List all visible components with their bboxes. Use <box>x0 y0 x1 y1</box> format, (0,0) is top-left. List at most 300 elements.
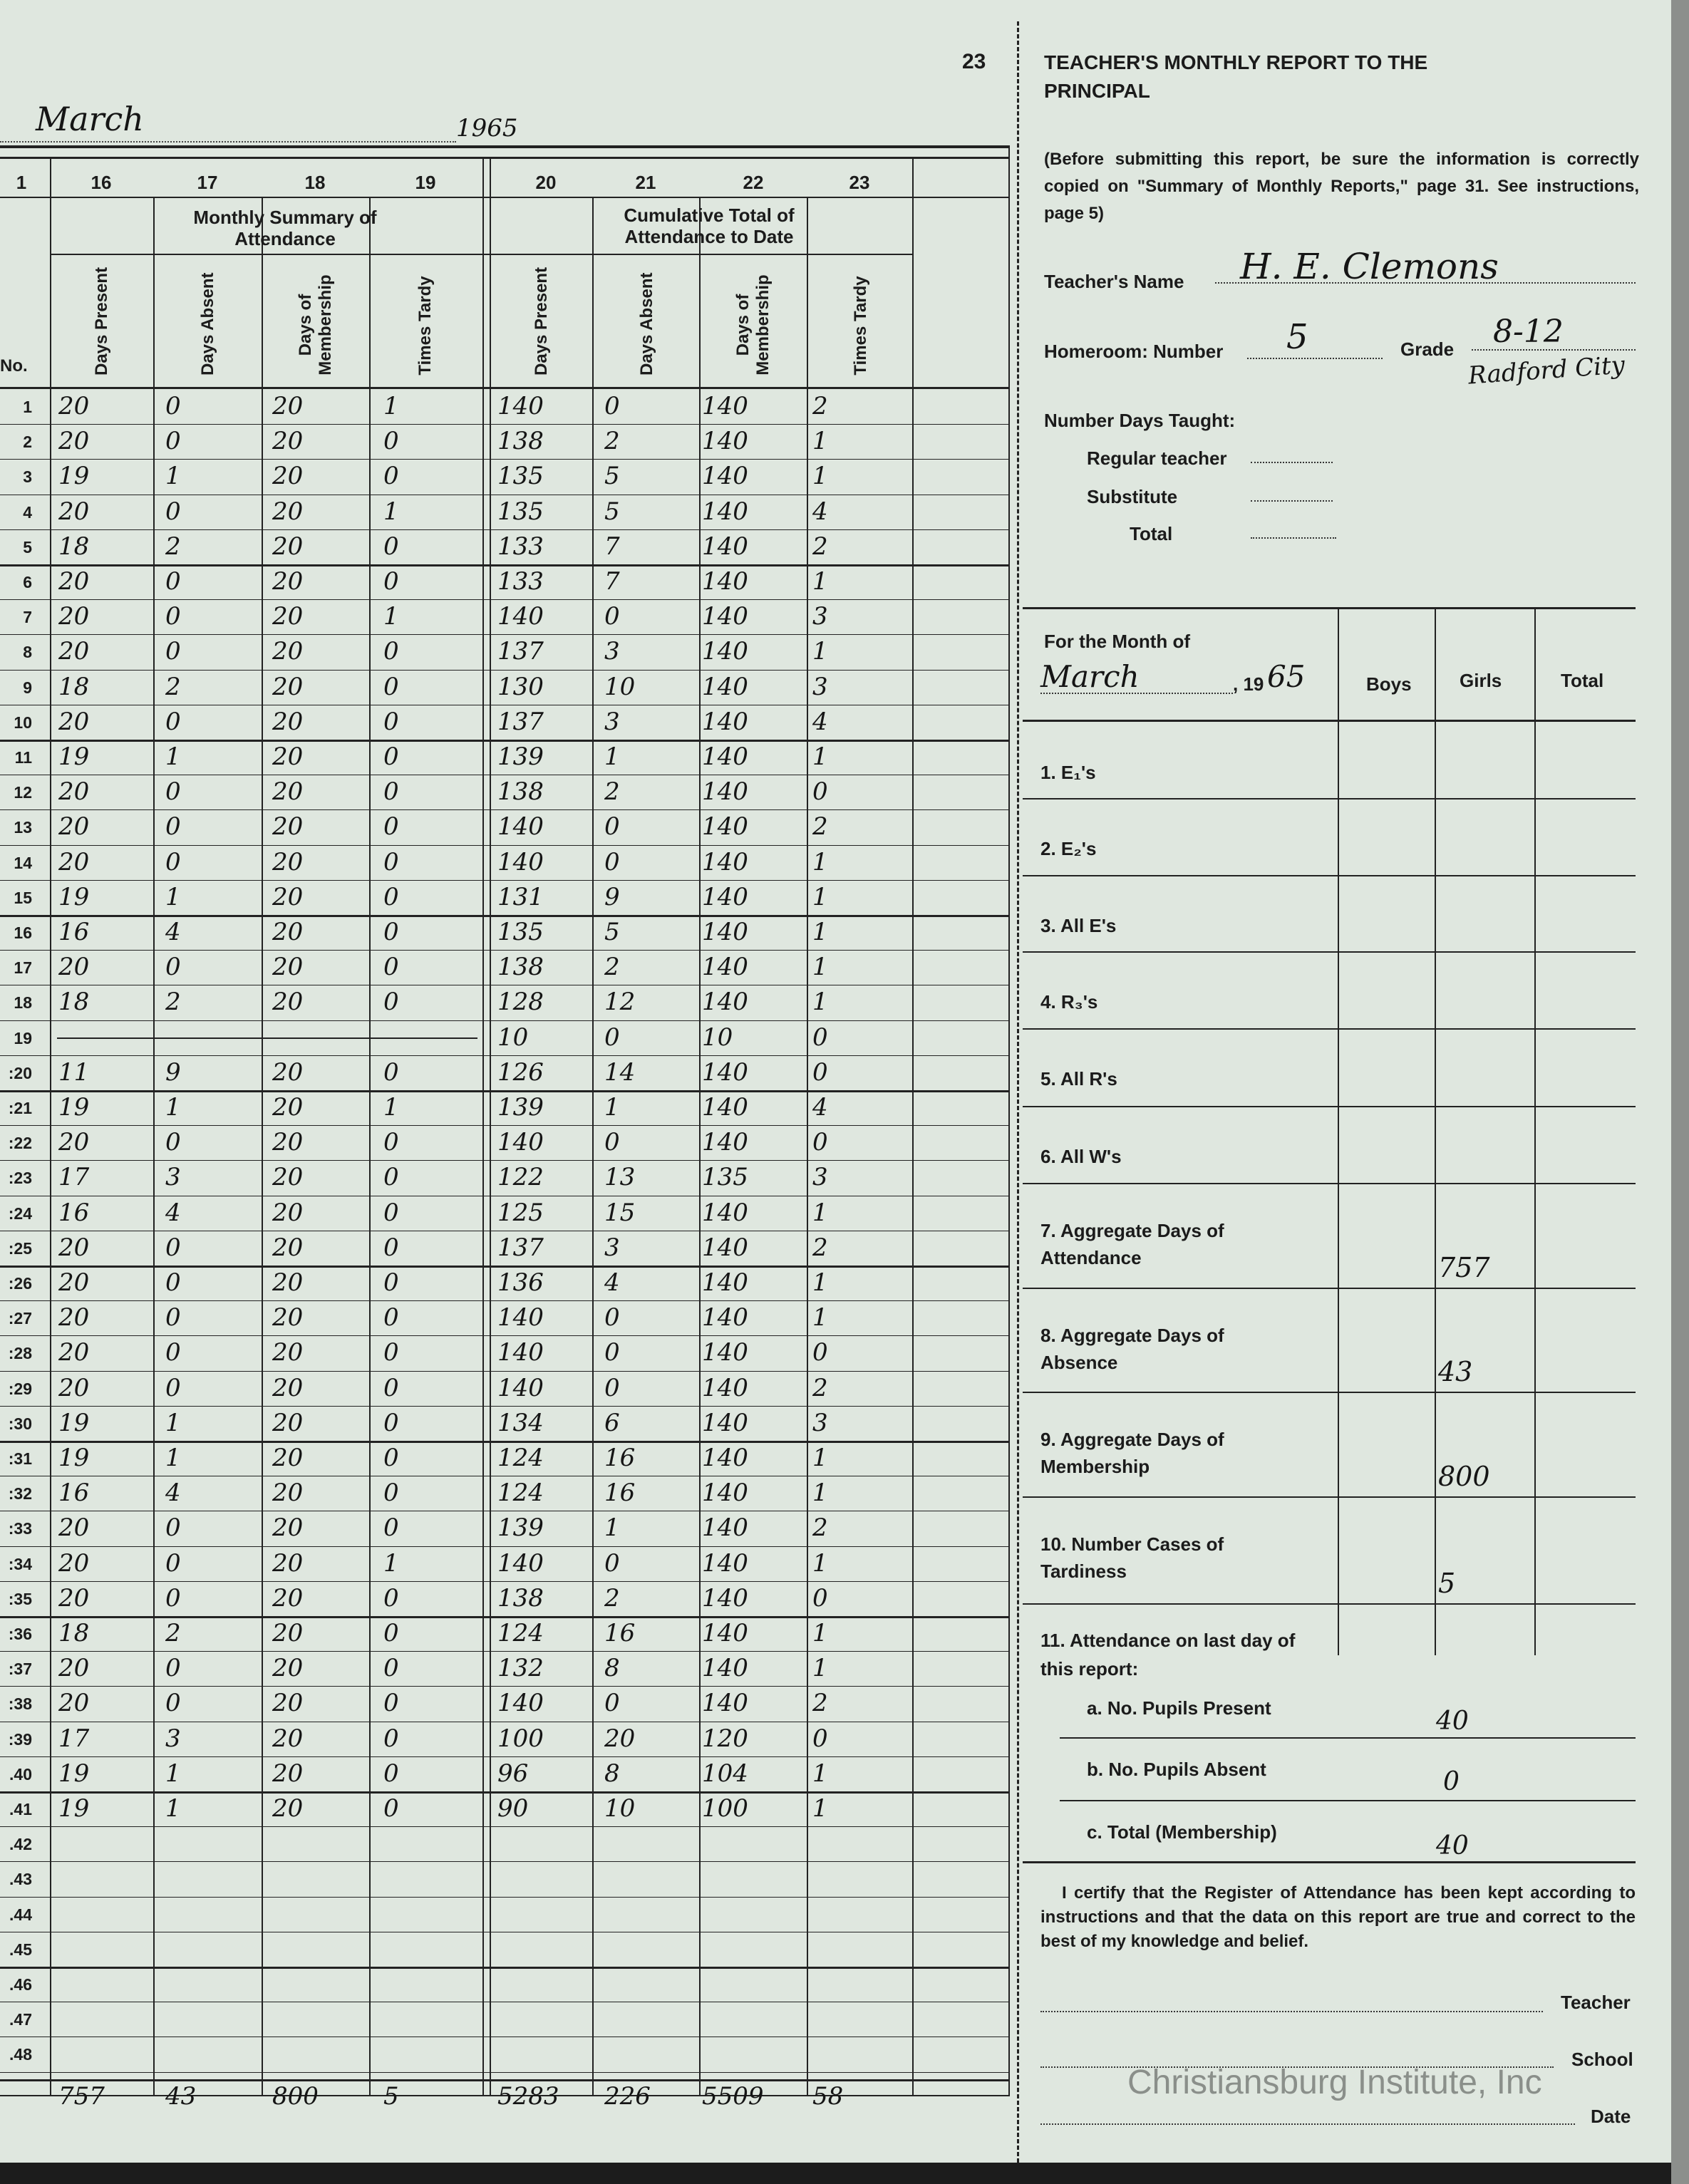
attendance-cell: 10 <box>702 1023 733 1052</box>
attendance-cell: 2 <box>165 673 181 701</box>
attendance-cell: 0 <box>165 1654 181 1682</box>
attendance-cell: 17 <box>58 1163 90 1191</box>
row-number: .42 <box>9 1835 32 1853</box>
report-item-divider <box>1023 1106 1636 1107</box>
attendance-cell: 1 <box>165 1093 181 1122</box>
row-divider <box>0 1967 1008 1969</box>
header-year: 1965 <box>456 114 518 143</box>
attendance-cell: 2 <box>165 532 181 561</box>
row-number: :35 <box>8 1590 32 1608</box>
row-number: :32 <box>8 1484 32 1503</box>
row-number: :24 <box>8 1204 32 1223</box>
attendance-cell: 1 <box>812 918 828 946</box>
attendance-cell: 20 <box>58 1303 90 1332</box>
row-divider <box>0 1546 1008 1547</box>
attendance-cell: 0 <box>604 1128 620 1156</box>
attendance-cell: 0 <box>165 777 181 806</box>
row-number: 1 <box>23 398 32 416</box>
row-divider <box>0 1791 1008 1794</box>
sig-school-label: School <box>1571 2049 1633 2070</box>
item11a-label: a. No. Pupils Present <box>1087 1697 1271 1719</box>
perforation-line <box>1017 21 1019 2163</box>
item11b-value: 0 <box>1443 1767 1460 1796</box>
attendance-cell: 0 <box>383 742 399 771</box>
row-number: 18 <box>14 993 32 1012</box>
attendance-cell: 20 <box>272 427 304 455</box>
report-item-girls-value: 757 <box>1438 1252 1490 1283</box>
attendance-cell: 10 <box>604 1794 636 1823</box>
attendance-cell: 0 <box>383 1233 399 1262</box>
row-number: :22 <box>8 1134 32 1152</box>
attendance-cell: 20 <box>272 1163 304 1191</box>
attendance-cell: 140 <box>702 883 748 911</box>
group-cumulative-total: Cumulative Total of Attendance to Date <box>624 205 795 247</box>
report-item-label: 7. Aggregate Days of Attendance <box>1040 1220 1224 1268</box>
attendance-cell: 20 <box>272 1233 304 1262</box>
row-divider <box>0 1160 1008 1161</box>
attendance-cell: 122 <box>497 1163 544 1191</box>
col-num-23: 23 <box>849 172 870 193</box>
row-number: .43 <box>9 1870 32 1888</box>
attendance-cell: 0 <box>165 1513 181 1542</box>
attendance-cell: 140 <box>702 1374 748 1402</box>
attendance-cell: 140 <box>497 1689 544 1717</box>
attendance-cell: 3 <box>812 602 828 631</box>
teacher-name-value: H. E. Clemons <box>1240 246 1499 287</box>
attendance-cell: 1 <box>812 462 828 490</box>
attendance-cell: 13 <box>604 1163 636 1191</box>
attendance-cell: 20 <box>272 1128 304 1156</box>
row-divider <box>0 1055 1008 1056</box>
attendance-cell: 140 <box>702 1654 748 1682</box>
attendance-cell: 0 <box>383 1689 399 1717</box>
total-cell: 43 <box>165 2082 197 2111</box>
attendance-cell: 140 <box>497 1549 544 1578</box>
attendance-cell: 20 <box>58 392 90 420</box>
attendance-cell: 0 <box>383 1479 399 1507</box>
attendance-cell: 140 <box>702 1444 748 1472</box>
attendance-cell: 138 <box>497 777 544 806</box>
attendance-cell: 0 <box>812 1338 828 1367</box>
report-title: TEACHER'S MONTHLY REPORT TO THE PRINCIPAL <box>1044 51 1428 102</box>
attendance-cell: 124 <box>497 1619 544 1647</box>
attendance-cell: 135 <box>497 462 544 490</box>
attendance-cell: 20 <box>272 532 304 561</box>
attendance-cell: 1 <box>383 1549 399 1578</box>
attendance-cell: 140 <box>702 673 748 701</box>
attendance-cell: 8 <box>604 1654 620 1682</box>
attendance-cell: 1 <box>383 602 399 631</box>
attendance-cell: 16 <box>58 918 90 946</box>
attendance-cell: 1 <box>812 1549 828 1578</box>
report-item-divider <box>1023 1183 1636 1184</box>
attendance-cell: 4 <box>165 1199 181 1227</box>
attendance-cell: 2 <box>604 777 620 806</box>
attendance-cell: 20 <box>58 1233 90 1262</box>
attendance-cell: 5 <box>604 497 620 526</box>
row-number: 6 <box>23 573 32 591</box>
for-month-label: For the Month of <box>1044 631 1191 652</box>
row-divider <box>0 1581 1008 1582</box>
attendance-cell: 20 <box>58 427 90 455</box>
attendance-cell: 20 <box>272 812 304 841</box>
attendance-cell: 20 <box>272 1303 304 1332</box>
row-divider <box>0 880 1008 881</box>
attendance-cell: 20 <box>58 497 90 526</box>
total-cell: 5 <box>383 2082 399 2111</box>
attendance-cell: 100 <box>497 1724 544 1753</box>
attendance-cell: 140 <box>702 1549 748 1578</box>
attendance-cell: 18 <box>58 673 90 701</box>
attendance-cell: 1 <box>165 1409 181 1437</box>
row-divider <box>0 634 1008 635</box>
attendance-cell: 139 <box>497 1513 544 1542</box>
row-number: 16 <box>14 923 32 942</box>
attendance-cell: 0 <box>165 1128 181 1156</box>
attendance-cell: 1 <box>383 392 399 420</box>
attendance-cell: 3 <box>812 1409 828 1437</box>
attendance-cell: 0 <box>604 1338 620 1367</box>
attendance-cell: 0 <box>383 637 399 666</box>
school-handwritten: Radford City <box>1467 351 1626 390</box>
row-number: :21 <box>8 1099 32 1117</box>
attendance-cell: 140 <box>702 1619 748 1647</box>
attendance-cell: 1 <box>812 742 828 771</box>
attendance-cell: 140 <box>702 462 748 490</box>
attendance-cell: 2 <box>812 1689 828 1717</box>
attendance-cell: 0 <box>383 953 399 981</box>
attendance-cell: 136 <box>497 1268 544 1297</box>
attendance-cell: 140 <box>497 1303 544 1332</box>
attendance-cell: 0 <box>383 1584 399 1613</box>
attendance-cell: 140 <box>497 1374 544 1402</box>
watermark: Christiansburg Institute, Inc <box>1127 2064 1542 2101</box>
attendance-cell: 0 <box>812 1724 828 1753</box>
attendance-cell: 20 <box>58 1549 90 1578</box>
attendance-cell: 137 <box>497 637 544 666</box>
sub-days-membership: Days of Membership <box>296 274 335 376</box>
row-number: :27 <box>8 1309 32 1328</box>
regular-teacher-label: Regular teacher <box>1087 447 1227 469</box>
attendance-cell: 10 <box>604 673 636 701</box>
attendance-cell: 140 <box>702 708 748 736</box>
attendance-cell: 5 <box>604 918 620 946</box>
row-divider <box>0 670 1008 671</box>
row-divider <box>0 915 1008 917</box>
row-number: :23 <box>8 1169 32 1187</box>
attendance-cell: 3 <box>165 1724 181 1753</box>
homeroom-label: Homeroom: Number <box>1044 341 1224 362</box>
row-number: 5 <box>23 538 32 557</box>
attendance-cell: 20 <box>272 392 304 420</box>
item11c-label: c. Total (Membership) <box>1087 1821 1277 1843</box>
sub-times-tardy: Times Tardy <box>415 276 435 376</box>
attendance-cell: 0 <box>383 883 399 911</box>
attendance-cell: 1 <box>812 1199 828 1227</box>
attendance-cell: 19 <box>58 742 90 771</box>
row-number: :37 <box>8 1660 32 1678</box>
report-item-girls-value: 43 <box>1438 1356 1473 1387</box>
attendance-cell: 0 <box>383 1163 399 1191</box>
attendance-cell: 140 <box>702 1303 748 1332</box>
row-number: :28 <box>8 1344 32 1362</box>
attendance-cell: 2 <box>812 1513 828 1542</box>
attendance-cell: 1 <box>812 1303 828 1332</box>
report-year-value: 65 <box>1267 659 1306 694</box>
attendance-cell: 9 <box>604 883 620 911</box>
attendance-cell: 1 <box>812 637 828 666</box>
row-divider <box>0 1756 1008 1757</box>
attendance-cell: 2 <box>812 812 828 841</box>
sig-date-label: Date <box>1591 2106 1631 2127</box>
attendance-cell: 7 <box>604 532 620 561</box>
attendance-cell: 0 <box>165 1268 181 1297</box>
attendance-cell: 1 <box>812 883 828 911</box>
row-number: :39 <box>8 1730 32 1749</box>
attendance-cell: 2 <box>604 953 620 981</box>
attendance-cell: 0 <box>383 1374 399 1402</box>
attendance-cell: 0 <box>383 1724 399 1753</box>
attendance-cell: 125 <box>497 1199 544 1227</box>
attendance-cell: 0 <box>812 1584 828 1613</box>
row-divider <box>0 2072 1008 2073</box>
attendance-cell: 3 <box>604 637 620 666</box>
attendance-cell: 138 <box>497 1584 544 1613</box>
total-cell: 5283 <box>497 2082 559 2111</box>
attendance-cell: 18 <box>58 1619 90 1647</box>
report-item-divider <box>1023 1288 1636 1289</box>
report-note: (Before submitting this report, be sure the information is correctly copied on "Summary of Monthly Reports," page 31. See instructions, page 5) <box>1044 150 1639 223</box>
attendance-cell: 20 <box>272 742 304 771</box>
attendance-cell: 1 <box>812 567 828 596</box>
attendance-cell: 20 <box>58 1268 90 1297</box>
attendance-cell: 20 <box>272 848 304 876</box>
attendance-cell: 16 <box>604 1479 636 1507</box>
attendance-cell: 20 <box>272 988 304 1016</box>
attendance-cell: 20 <box>272 1619 304 1647</box>
attendance-cell: 0 <box>165 1233 181 1262</box>
attendance-cell: 135 <box>497 918 544 946</box>
attendance-cell: 140 <box>702 988 748 1016</box>
item11c-value: 40 <box>1436 1831 1469 1860</box>
attendance-cell: 3 <box>604 1233 620 1262</box>
attendance-cell: 1 <box>812 848 828 876</box>
attendance-cell: 20 <box>272 1409 304 1437</box>
attendance-cell: 140 <box>497 1338 544 1367</box>
attendance-cell: 1 <box>383 1093 399 1122</box>
report-item-divider <box>1023 1603 1636 1605</box>
col-boys: Boys <box>1366 673 1412 695</box>
attendance-cell: 20 <box>272 708 304 736</box>
row-19-strike <box>57 1037 477 1039</box>
attendance-cell: 1 <box>604 1093 620 1122</box>
attendance-cell: 10 <box>497 1023 529 1052</box>
row-divider <box>0 845 1008 846</box>
grade-label: Grade <box>1400 338 1455 360</box>
attendance-cell: 20 <box>272 953 304 981</box>
row-divider <box>0 1441 1008 1443</box>
row-divider <box>0 1651 1008 1652</box>
attendance-cell: 1 <box>812 1759 828 1788</box>
attendance-cell: 0 <box>604 392 620 420</box>
attendance-cell: 0 <box>812 1128 828 1156</box>
attendance-cell: 17 <box>58 1724 90 1753</box>
attendance-cell: 0 <box>383 1794 399 1823</box>
row-number: :29 <box>8 1380 32 1398</box>
attendance-cell: 19 <box>58 1759 90 1788</box>
attendance-cell: 135 <box>497 497 544 526</box>
total-cell: 58 <box>812 2082 844 2111</box>
report-item-label: 4. R₃'s <box>1040 991 1098 1013</box>
attendance-cell: 0 <box>383 777 399 806</box>
row-divider <box>0 564 1008 566</box>
attendance-cell: 3 <box>165 1163 181 1191</box>
report-month-value: March <box>1040 659 1140 694</box>
attendance-cell: 0 <box>812 1023 828 1052</box>
attendance-cell: 1 <box>165 883 181 911</box>
attendance-cell: 20 <box>272 637 304 666</box>
attendance-cell: 2 <box>812 532 828 561</box>
attendance-cell: 0 <box>383 988 399 1016</box>
report-item-divider <box>1023 1028 1636 1030</box>
attendance-cell: 0 <box>383 1513 399 1542</box>
attendance-cell: 140 <box>702 1409 748 1437</box>
attendance-cell: 20 <box>272 1444 304 1472</box>
attendance-cell: 132 <box>497 1654 544 1682</box>
attendance-cell: 16 <box>58 1479 90 1507</box>
attendance-cell: 140 <box>702 1689 748 1717</box>
attendance-cell: 0 <box>383 567 399 596</box>
row-divider <box>0 1125 1008 1126</box>
attendance-cell: 134 <box>497 1409 544 1437</box>
attendance-cell: 0 <box>812 1058 828 1087</box>
row-number: 12 <box>14 783 32 802</box>
attendance-cell: 0 <box>383 532 399 561</box>
attendance-cell: 18 <box>58 532 90 561</box>
row-divider <box>0 1826 1008 1827</box>
group-monthly-summary: Monthly Summary of Attendance <box>193 207 377 249</box>
col-num-17: 17 <box>197 172 218 193</box>
attendance-cell: 20 <box>272 777 304 806</box>
attendance-cell: 124 <box>497 1444 544 1472</box>
attendance-cell: 0 <box>383 1199 399 1227</box>
attendance-cell: 0 <box>165 708 181 736</box>
attendance-cell: 140 <box>702 497 748 526</box>
attendance-cell: 16 <box>58 1199 90 1227</box>
attendance-cell: 133 <box>497 567 544 596</box>
attendance-cell: 20 <box>58 1338 90 1367</box>
attendance-cell: 0 <box>383 848 399 876</box>
attendance-cell: 1 <box>812 953 828 981</box>
attendance-cell: 100 <box>702 1794 748 1823</box>
row-divider <box>0 529 1008 530</box>
col-girls: Girls <box>1460 670 1502 691</box>
attendance-cell: 0 <box>165 848 181 876</box>
attendance-cell: 0 <box>165 1549 181 1578</box>
attendance-cell: 0 <box>383 1619 399 1647</box>
sub-cum-times-tardy: Times Tardy <box>851 276 870 376</box>
attendance-cell: 0 <box>604 1023 620 1052</box>
attendance-cell: 7 <box>604 567 620 596</box>
attendance-cell: 20 <box>58 848 90 876</box>
attendance-cell: 19 <box>58 1093 90 1122</box>
attendance-cell: 20 <box>272 1724 304 1753</box>
row-divider <box>0 1300 1008 1301</box>
attendance-cell: 20 <box>58 812 90 841</box>
row-number: 14 <box>14 854 32 872</box>
row-number: :30 <box>8 1414 32 1433</box>
attendance-cell: 140 <box>702 1338 748 1367</box>
attendance-cell: 0 <box>383 708 399 736</box>
attendance-cell: 0 <box>165 1584 181 1613</box>
attendance-cell: 140 <box>497 848 544 876</box>
attendance-cell: 0 <box>604 1303 620 1332</box>
row-divider <box>0 424 1008 425</box>
grade-value: 8-12 <box>1493 314 1564 350</box>
attendance-cell: 137 <box>497 708 544 736</box>
attendance-cell: 140 <box>497 1128 544 1156</box>
attendance-cell: 0 <box>165 953 181 981</box>
row-number: 13 <box>14 818 32 837</box>
attendance-cell: 0 <box>165 812 181 841</box>
row-number: 11 <box>14 748 32 767</box>
attendance-cell: 1 <box>165 1759 181 1788</box>
col-num-1: 1 <box>16 172 27 193</box>
attendance-cell: 1 <box>383 497 399 526</box>
col-num-21: 21 <box>635 172 656 193</box>
row-divider <box>0 1861 1008 1862</box>
attendance-cell: 130 <box>497 673 544 701</box>
attendance-cell: 120 <box>702 1724 748 1753</box>
attendance-cell: 20 <box>272 1759 304 1788</box>
attendance-cell: 6 <box>604 1409 620 1437</box>
attendance-cell: 140 <box>702 567 748 596</box>
attendance-cell: 126 <box>497 1058 544 1087</box>
row-number: .46 <box>9 1975 32 1994</box>
attendance-cell: 4 <box>812 708 828 736</box>
attendance-cell: 20 <box>272 1058 304 1087</box>
attendance-cell: 140 <box>497 812 544 841</box>
row-divider <box>0 740 1008 742</box>
attendance-cell: 20 <box>58 1584 90 1613</box>
row-divider <box>0 1090 1008 1092</box>
total-cell: 5509 <box>702 2082 764 2111</box>
attendance-cell: 0 <box>165 1303 181 1332</box>
row-divider <box>0 1616 1008 1618</box>
attendance-cell: 20 <box>272 1549 304 1578</box>
page-edge <box>1671 0 1689 2184</box>
row-divider <box>0 1406 1008 1407</box>
attendance-cell: 0 <box>812 777 828 806</box>
attendance-cell: 20 <box>272 1654 304 1682</box>
attendance-cell: 1 <box>604 742 620 771</box>
attendance-cell: 20 <box>58 602 90 631</box>
attendance-cell: 4 <box>604 1268 620 1297</box>
attendance-cell: 20 <box>58 777 90 806</box>
row-number: 9 <box>23 678 32 697</box>
attendance-cell: 20 <box>58 637 90 666</box>
attendance-cell: 4 <box>165 918 181 946</box>
attendance-cell: 2 <box>165 988 181 1016</box>
row-number: 19 <box>14 1029 32 1047</box>
attendance-cell: 20 <box>58 1513 90 1542</box>
row-divider <box>0 1686 1008 1687</box>
sub-days-present: Days Present <box>92 266 111 376</box>
attendance-cell: 2 <box>165 1619 181 1647</box>
row-number: .44 <box>9 1905 32 1924</box>
attendance-cell: 20 <box>58 1128 90 1156</box>
report-item-girls-value: 800 <box>1438 1461 1490 1492</box>
